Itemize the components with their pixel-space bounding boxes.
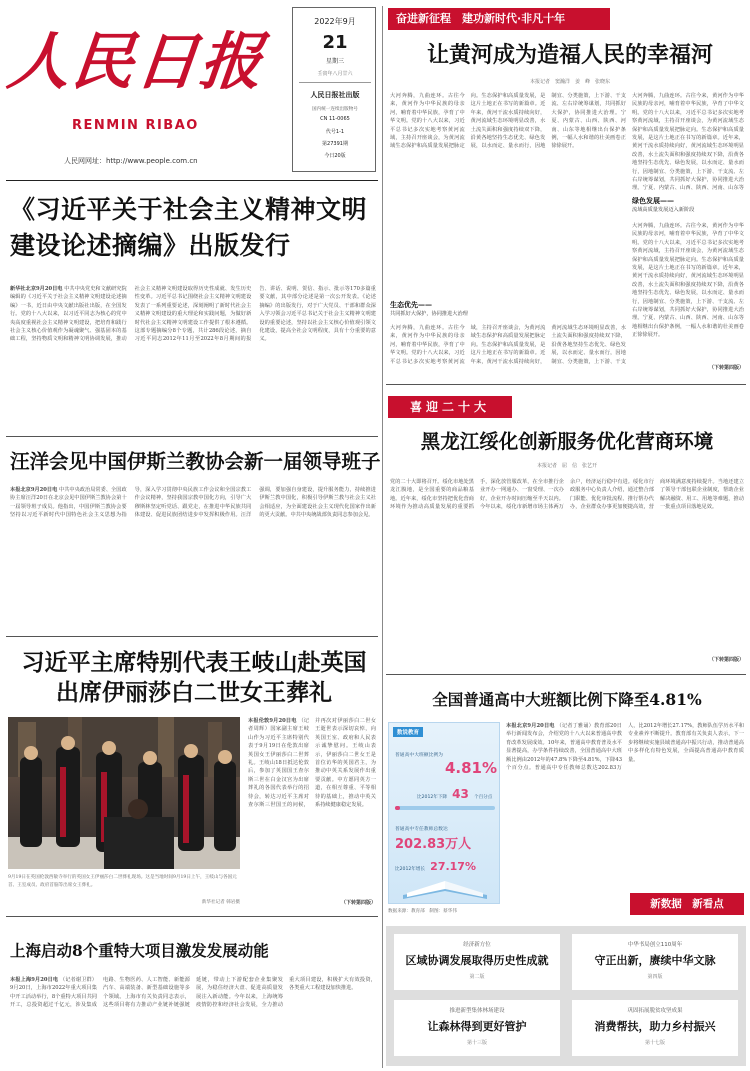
- index-page: 第二版: [469, 974, 485, 980]
- lead-headline-line1: 《习近平关于社会主义精神文明: [10, 195, 368, 224]
- stat1-sub-unit: 个百分点: [473, 795, 493, 800]
- yellow-river-headline[interactable]: 让黄河成为造福人民的幸福河: [426, 42, 713, 68]
- heilongjiang-body: [390, 478, 744, 662]
- lead-headline-line2: 建设论述摘编》出版发行: [10, 231, 291, 260]
- lead-body: [10, 285, 376, 427]
- date-box: [292, 7, 376, 172]
- wang-body: [10, 486, 376, 626]
- sub2-title: 绿色发展——: [632, 196, 674, 205]
- celebrate-tag: 喜迎二十大: [388, 396, 512, 418]
- stat1-sub: [417, 783, 497, 802]
- date-lunar: 壬寅年八月廿六: [317, 71, 353, 77]
- index-kicker: 中华书局创立110周年: [627, 942, 683, 948]
- cn-number-label: 国内统一连续出版物号: [312, 107, 358, 112]
- xi-uk-headline-line2: 出席伊丽莎白二世女王葬礼: [56, 679, 332, 706]
- stat1-value: 4.81%: [444, 759, 497, 777]
- index-kicker: 推进新型集体林场建设: [449, 1008, 505, 1014]
- stat2-sub-label: 比2012年增长: [395, 867, 426, 872]
- yellow-river-continued-link[interactable]: （下转第四版）: [708, 365, 744, 371]
- index-item-2[interactable]: [572, 934, 738, 990]
- xi-uk-headline[interactable]: [10, 648, 378, 708]
- sub1-subtitle: 共同抓好大保护，协同推进大治理: [390, 311, 468, 317]
- heilongjiang-body-text: 党的二十大即将召开。绥化市地处黑龙江腹地，是全国重要的商品粮基地。近年来，绥化市坚持把优化营商环境作为推动高质量发展的重要抓手，深化放管服改革，在全市推行企业开办一网通办、一窗受理、一次办好，企业开办时间压缩至半天以内。今年以来，绥化市新增市场主体两万余户，经济运行稳中有进。绥化市行政服务中心负责人介绍，通过整合部门职能、优化审批流程、推行帮办代办，企业群众办事更加便捷高效，营商环境满意度持续提升。当地还建立了领导干部包联企业制度，帮助企业解决融资、用工、用地等难题，推动一批重点项目落地见效。: [390, 479, 744, 511]
- lead-body-text: 中共中央党史和文献研究院编辑的《习近平关于社会主义精神文明建设论述摘编》一书，近日由中央文献出版社出版，在全国发行。党的十八大以来，以习近平同志为核心的党中央高度重视社会主义精神文明建设，把培育和践行社会主义核心价值观作为凝魂聚气、强基固本的基础工程，坚持物质文明和精神文明协调发展，推动社会主义精神文明建设取得历史性成就、发生历史性变革。习近平总书记围绕社会主义精神文明建设发表了一系列重要论述，深刻阐明了新时代社会主义精神文明建设的重大理论和实践问题，为做好新时代社会主义精神文明建设工作提供了根本遵循。这部专题摘编分8个专题，共计286段论述，摘自习近平同志2012年11月至2022年8月期间的报告、讲话、说明、贺信、指示、批示等170多篇重要文献，其中部分论述是第一次公开发表。《论述摘编》的出版发行，对于广大党员、干部和群众深入学习领会习近平总书记关于社会主义精神文明建设的重要论述，坚持以社会主义核心价值观引领文化建设，提高全社会文明程度，具有十分重要的意义。: [10, 286, 376, 343]
- infographic-title: 数说教育: [393, 727, 423, 737]
- page-count: 今日20版: [324, 153, 346, 159]
- index-kicker: 巩固拓展脱贫攻坚成果: [627, 1008, 683, 1014]
- index-kicker: 经济新方位: [463, 942, 491, 948]
- date-day: 21: [322, 32, 348, 53]
- yellow-river-body-text: 大河奔腾，九曲连环。古往今来，黄河作为中华民族的母亲河，哺育着中华民族，孕育了中华文明。党的十八大以来，习近平总书记多次实地考察黄河流域，主持召开座谈会，为黄河流域生态保护和高质量发展把脉定向。生态保护和高质量发展，是这片土地正在书写的新篇章。近年来，黄河干流水质持续向好，黄河流域生态环境明显改善，水土流失面积和强度持续双下降，沿黄各地坚持生态优先、绿色发展，以水而定、量水而行，因地制宜、分类施策，上下游、干支流、左右岸统筹谋划，共同抓好大保护，协同推进大治理。宁夏、内蒙古、山西、陕西、河南、山东等地相继出台保护条例，一幅人水和谐的壮美画卷正徐徐展开。: [390, 93, 626, 150]
- sub1-title: 生态优先——: [390, 300, 432, 309]
- index-item-1[interactable]: [394, 934, 560, 990]
- xi-uk-headline-line1: 习近平主席特别代表王岐山赴英国: [21, 649, 367, 676]
- photo-illustration: [8, 717, 240, 869]
- index-title: 消费帮扶，助力乡村振兴: [594, 1020, 716, 1033]
- stat1-label: 普通高中大班额比例为: [395, 753, 443, 758]
- high-school-body-text: （记者丁雅诵）教育部20日举行新闻发布会，介绍党的十八大以来普通高中教育改革发展成效。10年来，普通高中教育普及水平显著提高，办学条件持续改善，全国普通高中大班额比例由2012年的47.8%下降至4.81%，下降43个百分点。普通高中专任教师总数达202.83万人，比2012年增长27.17%，教师队伍学历水平和专业素养不断提升。教育部有关负责人表示，下一步将继续实施县域普通高中振兴行动，推动普通高中多样化有特色发展，全面提高普通高中教育质量。: [506, 723, 744, 772]
- date-year-month: 2022年9月: [314, 17, 356, 26]
- stat2-sub-value: 27.17%: [430, 860, 476, 873]
- stat1-sub-label: 比2012年下降: [417, 795, 448, 800]
- series-tag: 奋进新征程 建功新时代·非凡十年: [388, 8, 610, 30]
- publisher: 人民日报社出版: [310, 91, 360, 99]
- wang-dateline: 本报北京9月20日电: [10, 487, 58, 493]
- high-school-body: [506, 722, 744, 886]
- funeral-photo: [8, 717, 240, 869]
- lead-dateline: 新华社北京9月20日电: [10, 286, 63, 292]
- index-item-3[interactable]: [394, 1000, 560, 1056]
- yellow-river-body-text-2: 大河奔腾，九曲连环。古往今来，黄河作为中华民族的母亲河，哺育着中华民族，孕育了中华文明。党的十八大以来，习近平总书记多次实地考察黄河流域，主持召开座谈会，为黄河流域生态保护和高质量发展把脉定向。生态保护和高质量发展，是这片土地正在书写的新篇章。近年来，黄河干流水质持续向好，黄河流域生态环境明显改善，水土流失面积和强度持续双下降，沿黄各地坚持生态优先、绿色发展，以水而定、量水而行，因地制宜、分类施策，上下游、干支流、左右岸统筹谋划，共同抓好大保护，协同推进大治理。宁夏、内蒙古、山西、陕西、河南、山东等: [632, 93, 744, 192]
- heilongjiang-headline[interactable]: 黑龙江绥化创新服务优化营商环境: [420, 430, 714, 453]
- yellow-river-body-b: [632, 92, 744, 192]
- stat2-label: 普通高中专任教师总数达: [395, 827, 448, 832]
- book-illustration: [397, 873, 493, 901]
- shanghai-dateline: 本报上海9月20日电: [10, 977, 59, 983]
- wang-headline[interactable]: 汪洋会见中国伊斯兰教协会新一届领导班子: [10, 450, 381, 473]
- stat2-sub: [395, 855, 495, 874]
- yellow-river-body-c: [632, 222, 744, 362]
- newspaper-pinyin: RENMIN RIBAO: [72, 118, 199, 133]
- sub2-subtitle: 流域高质量发展迈入新阶段: [632, 207, 695, 213]
- stat2-value: 202.83万人: [395, 837, 472, 852]
- stat-divider-graphic: [395, 801, 495, 815]
- photo-credit: 新华社记者 韩岩摄: [201, 900, 240, 905]
- shanghai-body-text: （记者谢卫群）9月20日，上海市2022年重大项目集中开工活动举行，8个重特大项目共同开工，总投资超过千亿元，涉及集成电路、生物医药、人工智能、新能源汽车、高端装备、新型基础设施等多个领域。上海市有关负责同志表示，这些项目将有力推动产业链补链强链延链，带动上下游配套企业集聚发展，为稳住经济大盘、促进高质量发展注入新动能。今年以来，上海统筹疫情防控和经济社会发展，全力推动重大项目建设，积极扩大有效投资，各类重大工程建设加快推进。: [10, 977, 376, 1009]
- website-line: 人民网网址：http://www.people.com.cn: [64, 157, 198, 165]
- high-school-headline[interactable]: 全国普通高中大班额比例下降至4.81%: [432, 690, 702, 709]
- lead-headline[interactable]: [10, 192, 376, 264]
- index-title: 让森林得到更好管护: [427, 1020, 527, 1033]
- xi-uk-continued-link[interactable]: （下转第四版）: [340, 900, 376, 906]
- yellow-river-sub2: [632, 196, 744, 214]
- high-school-dateline: 本报北京9月20日电: [506, 723, 555, 729]
- infographic-credit: 数据来源：教育部 制图：蔡华伟: [388, 909, 457, 914]
- index-page: 第四版: [647, 974, 663, 980]
- xi-uk-dateline: 本报伦敦9月20日电: [248, 718, 297, 724]
- index-page: 第十三版: [466, 1040, 487, 1046]
- heilongjiang-continued-link[interactable]: （下转第四版）: [708, 657, 744, 663]
- education-infographic: [388, 722, 500, 904]
- stat1-sub-value: 43: [452, 787, 469, 801]
- shanghai-headline[interactable]: 上海启动8个重特大项目激发发展动能: [10, 941, 269, 960]
- yellow-river-body-text-3: 大河奔腾，九曲连环。古往今来，黄河作为中华民族的母亲河，哺育着中华民族，孕育了中华文明。党的十八大以来，习近平总书记多次实地考察黄河流域，主持召开座谈会，为黄河流域生态保护和高质量发展把脉定向。生态保护和高质量发展，是这片土地正在书写的新篇章。近年来，黄河干流水质持续向好，黄河流域生态环境明显改善，水土流失面积和强度持续双下降，沿黄各地坚持生态优先、绿色发展，以水而定、量水而行，因地制宜、分类施策，上下游、干支流、左右岸统筹谋划，共同抓好大保护，协同推进大治理。宁夏、内蒙古、山西、陕西、河南、山东等地相继出台保护条例，一幅人水和谐的壮美画卷正徐徐展开。: [632, 223, 744, 339]
- index-page: 第十七版: [644, 1040, 665, 1046]
- wang-body-text: 中共中央政治局常委、全国政协主席汪洋20日在北京会见中国伊斯兰教协会第十一届领导班子成员。他指出，中国伊斯兰教协会要坚持以习近平新时代中国特色社会主义思想为指导，深入学习贯彻中央民族工作会议和全国宗教工作会议精神，坚持我国宗教中国化方向，引导广大穆斯林坚定听党话、跟党走，在推进中华民族共同体建设、促进民族团结进步中发挥积极作用。汪洋强调，要加强自身建设，提升服务能力，持续推进伊斯兰教中国化，积极引导伊斯兰教与社会主义社会相适应，为全面建设社会主义现代化国家作出新的更大贡献。中共中央统战部负责同志参加会见。: [10, 487, 376, 519]
- index-title: 区域协调发展取得历史性成就: [405, 954, 549, 967]
- postal-code: 代号1-1: [325, 129, 345, 135]
- new-data-badge: 新数据 新看点: [630, 893, 744, 915]
- newspaper-logo: 人民日报: [4, 25, 268, 98]
- heilongjiang-byline: 本报记者 屈 信 张艺开: [536, 463, 597, 469]
- xi-uk-body: [248, 717, 376, 907]
- index-item-4[interactable]: [572, 1000, 738, 1056]
- date-weekday: 星期三: [325, 58, 344, 65]
- xi-uk-body-text: （记者周辉）国家副主席王岐山作为习近平主席特别代表于9月19日在伦敦出席英国女王伊丽莎白二世葬礼。王岐山18日抵达伦敦后，参加了英国国王查尔斯三世在白金汉宫为出席葬礼的各国代表举行的招待会，转达习近平主席对查尔斯三世国王的问候，并再次对伊丽莎白二世女王逝世表示深切哀悼，向英国王室、政府和人民表示诚挚慰问。王岐山表示，伊丽莎白二世女王是首位访华的英国君主，为推动中英关系发展作出重要贡献。中方愿同英方一道，在相互尊重、平等相待的基础上，推动中英关系持续健康稳定发展。: [248, 718, 376, 809]
- shanghai-body: [10, 976, 376, 1068]
- photo-caption: 9月19日在英国伦敦西敏寺举行的英国女王伊丽莎白二世葬礼现场。这是当地时间9月19日上午，王岐山与各国元首、王室成员、政府首脑等出席女王葬礼。: [8, 875, 237, 888]
- yellow-river-byline: 本报记者 窦瀚洋 姜 峰 张晓东: [529, 79, 610, 85]
- cn-code: CN 11-0065: [320, 116, 350, 122]
- yellow-river-sub1: [390, 300, 470, 318]
- yellow-river-body-text-4: 大河奔腾，九曲连环。古往今来，黄河作为中华民族的母亲河，哺育着中华民族，孕育了中华文明。党的十八大以来，习近平总书记多次实地考察黄河流域，主持召开座谈会，为黄河流域生态保护和高质量发展把脉定向。生态保护和高质量发展，是这片土地正在书写的新篇章。近年来，黄河干流水质持续向好，黄河流域生态环境明显改善，水土流失面积和强度持续双下降，沿黄各地坚持生态优先、绿色发展，以水而定、量水而行，因地制宜、分类施策，上下游、干支: [390, 325, 626, 365]
- yellow-river-body-d: [390, 324, 626, 374]
- yellow-river-body-a: [390, 92, 626, 292]
- issue-number: 第27391期: [322, 141, 348, 147]
- index-title: 守正出新，赓续中华文脉: [594, 954, 716, 967]
- page-index-box: [386, 926, 746, 1066]
